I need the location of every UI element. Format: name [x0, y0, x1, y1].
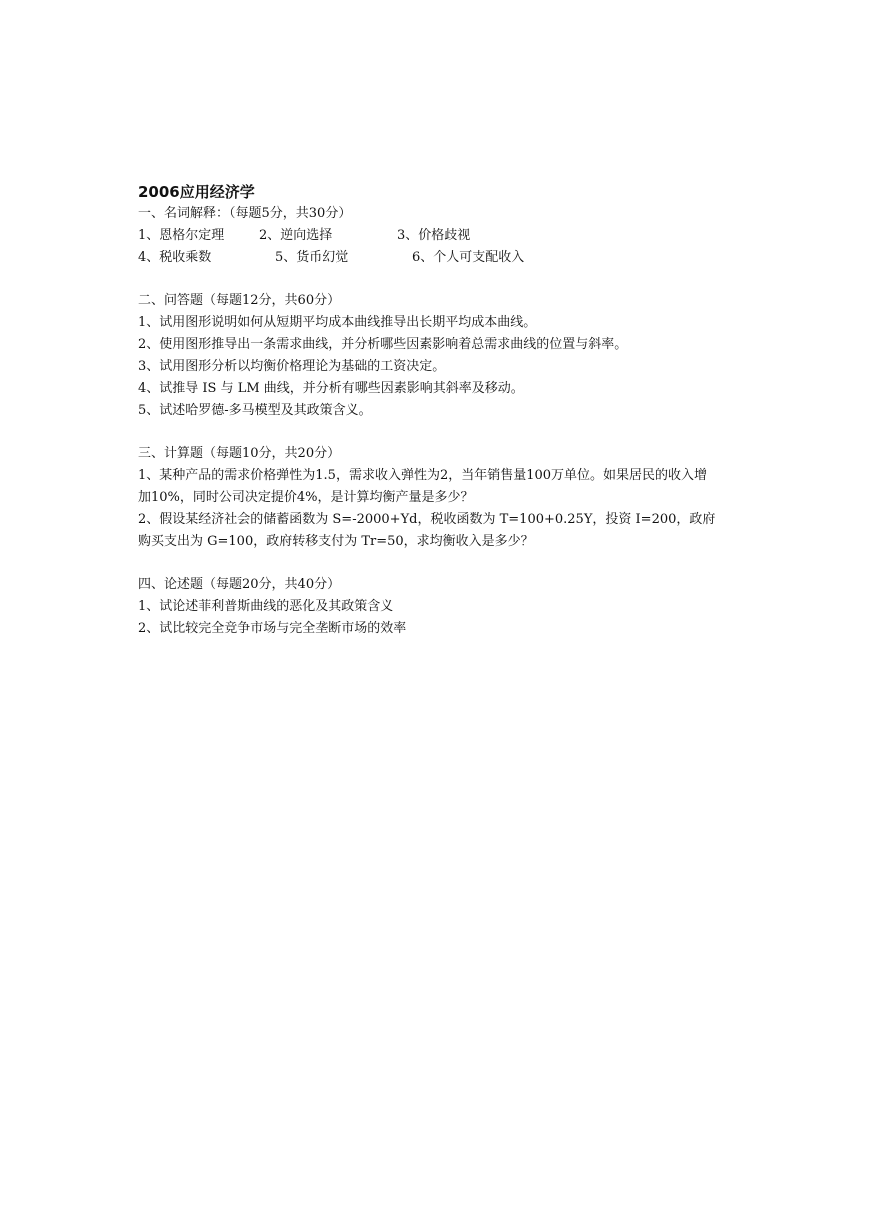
term-item: 1、恩格尔定理: [138, 228, 225, 243]
question-item: 2、假设某经济社会的储蓄函数为 S=-2000+Yd，税收函数为 T=100+0.25Y，投资 I=200，政府购买支出为 G=100，政府转移支付为 Tr=50，求均衡收入是多少？: [138, 512, 716, 549]
document-title: 2006应用经济学: [138, 183, 255, 201]
question-item: 5、试述哈罗德-多马模型及其政策含义。: [138, 403, 372, 418]
section-definitions: [138, 203, 738, 269]
term-item: 6、个人可支配收入: [412, 250, 525, 265]
section-heading: 四、论述题（每题20分，共40分）: [138, 577, 341, 592]
term-item: 4、税收乘数: [138, 250, 212, 265]
section-heading: 三、计算题（每题10分，共20分）: [138, 446, 341, 461]
term-row: [138, 225, 738, 247]
question-item: 1、某种产品的需求价格弹性为1.5，需求收入弹性为2，当年销售量100万单位。如果居民的收入增加10%，同时公司决定提价4%，是计算均衡产量是多少？: [138, 468, 708, 505]
term-item: 5、货币幻觉: [275, 250, 349, 265]
section-calculation: [138, 443, 738, 553]
question-item: 2、试比较完全竞争市场与完全垄断市场的效率: [138, 621, 407, 636]
question-item: 4、试推导 IS 与 LM 曲线，并分析有哪些因素影响其斜率及移动。: [138, 381, 524, 396]
question-item: 1、试论述菲利普斯曲线的恶化及其政策含义: [138, 599, 394, 614]
question-item: 1、试用图形说明如何从短期平均成本曲线推导出长期平均成本曲线。: [138, 315, 537, 330]
question-item: 3、试用图形分析以均衡价格理论为基础的工资决定。: [138, 359, 446, 374]
section-heading: 二、问答题（每题12分，共60分）: [138, 293, 341, 308]
exam-document: [138, 182, 738, 661]
term-item: 2、逆向选择: [259, 228, 333, 243]
term-item: 3、价格歧视: [397, 228, 471, 243]
section-essay: [138, 574, 738, 640]
question-item: 2、使用图形推导出一条需求曲线，并分析哪些因素影响着总需求曲线的位置与斜率。: [138, 337, 628, 352]
term-row: [138, 247, 738, 269]
section-short-answer: [138, 290, 738, 422]
section-heading: 一、名词解释：（每题5分，共30分）: [138, 206, 352, 221]
